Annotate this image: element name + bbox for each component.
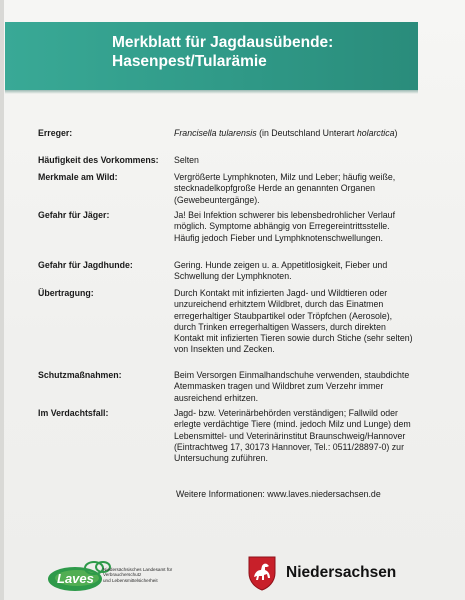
row-value: Beim Versorgen Einmalhandschuhe verwenden, staubdichte Atemmasken tragen und Wildbret zum Verzehr immer ausreichend erhitzen. xyxy=(174,370,410,403)
row-label: Gefahr für Jäger: xyxy=(38,210,110,220)
row-value: Selten xyxy=(174,155,199,165)
row-label: Merkmale am Wild: xyxy=(38,172,118,182)
header-banner xyxy=(5,22,418,90)
row-value: Jagd- bzw. Veterinärbehörden verständigen; Fallwild oder erlegte verdächtige Tiere (mind. jedoch Milz und Lunge) dem Lebensmittel- und Veterinärinstitut Braunschweig/Hannover (Eintrachtweg 17, 30173 Hannover, Tel.: 0511/28897-0) zur Untersuchung zuführen. xyxy=(174,408,411,464)
row-value: Gering. Hunde zeigen u. a. Appetitlosigkeit, Fieber und Schwellung der Lymphknoten. xyxy=(174,260,388,282)
row-label: Schutzmaßnahmen: xyxy=(38,370,122,380)
row-label: Übertragung: xyxy=(38,288,94,298)
row-label: Im Verdachtsfall: xyxy=(38,408,109,418)
row-value: Vergrößerte Lymphknoten, Milz und Leber; häufig weiße, stecknadelkopfgroße Herde an genannten Organen (Gewebeuntergänge). xyxy=(174,172,396,205)
subspecies-name: holarctica xyxy=(356,128,395,138)
document-title xyxy=(112,33,333,71)
laves-description: Niedersächsisches Landesamt für Verbraucherschutz und Lebensmittelsicherheit xyxy=(103,567,173,583)
further-info-link[interactable]: Weitere Informationen: www.laves.niedersachsen.de xyxy=(176,489,381,499)
species-name: Francisella tularensis xyxy=(174,128,257,138)
row-label: Häufigkeit des Vorkommens: xyxy=(38,155,159,165)
row-label: Erreger: xyxy=(38,128,73,138)
header-shadow xyxy=(5,90,418,94)
title-line-2: Hasenpest/Tularämie xyxy=(112,53,267,70)
title-line-1: Merkblatt für Jagdausübende: xyxy=(112,34,334,51)
row-value: Durch Kontakt mit infizierten Jagd- und Wildtieren oder unzureichend erhitztem Wildbret, durch das Einatmen erregerhaltiger Staubpartikel oder Tröpfchen (Aerosole), durch Trinken erregerhaltigen Wassers, durch direkten Kontakt mit infizierten Tieren sowie durch Stiche (sehr selten) von Insekten und Zecken. xyxy=(174,288,413,355)
laves-logo-wordmark: Laves xyxy=(57,571,94,586)
row-value: Ja! Bei Infektion schwerer bis lebensbedrohlicher Verlauf möglich. Symptome abhängig von Erregereintrittsstelle. Häufig jedoch Fieber und Lymphknotenschwellungen. xyxy=(174,210,396,243)
row-value: Francisella tularensis (in Deutschland Unterart holarctica) xyxy=(174,128,398,138)
page-edge xyxy=(0,0,4,600)
niedersachsen-crest-icon xyxy=(247,555,277,591)
niedersachsen-wordmark: Niedersachsen xyxy=(286,564,397,581)
row-label: Gefahr für Jagdhunde: xyxy=(38,260,133,270)
